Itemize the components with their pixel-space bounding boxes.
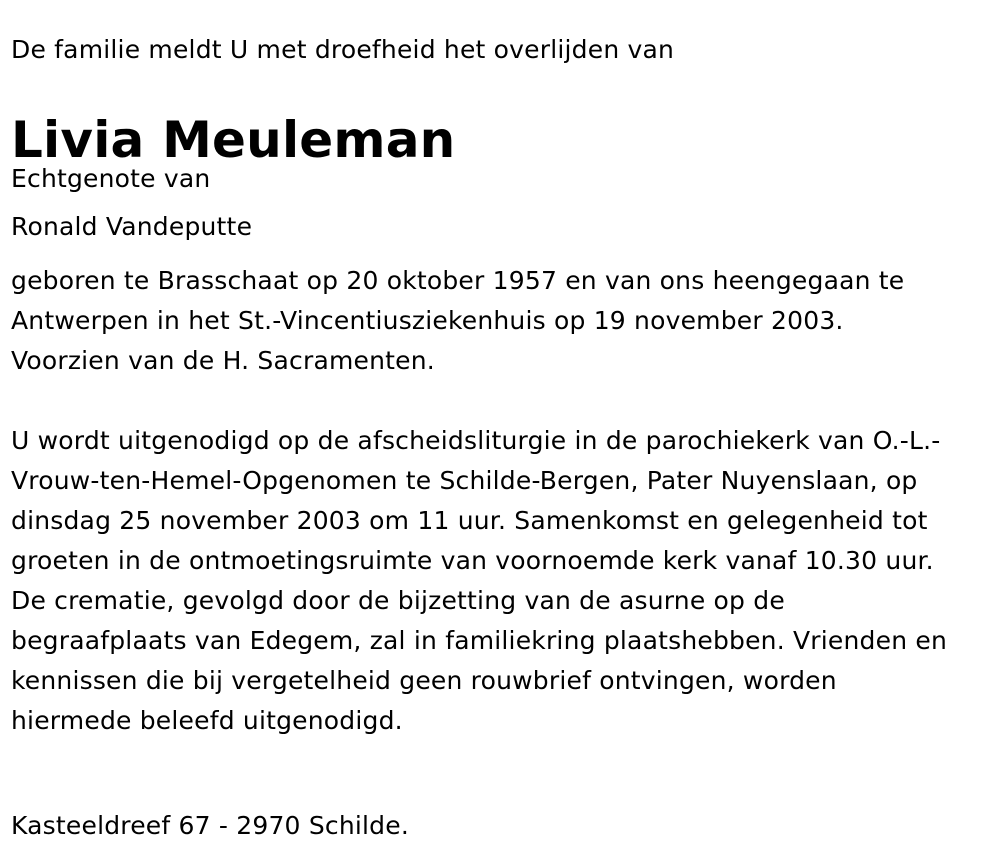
- invitation-line: Vrouw-ten-Hemel-Opgenomen te Schilde-Bergen, Pater Nuyenslaan, op: [11, 466, 918, 495]
- invitation-line: hiermede beleefd uitgenodigd.: [11, 706, 403, 735]
- invitation-line: kennissen die bij vergetelheid geen rouwbrief ontvingen, worden: [11, 666, 837, 695]
- birth-death-line: Voorzien van de H. Sacramenten.: [11, 346, 435, 375]
- invitation-line: U wordt uitgenodigd op de afscheidsliturgie in de parochiekerk van O.-L.-: [11, 426, 941, 455]
- invitation-line: De crematie, gevolgd door de bijzetting van de asurne op de: [11, 586, 785, 615]
- birth-death-paragraph: [11, 261, 904, 381]
- intro-text: De familie meldt U met droefheid het overlijden van: [11, 35, 675, 64]
- relation-label: Echtgenote van: [11, 164, 211, 193]
- spouse-name: Ronald Vandeputte: [11, 212, 253, 241]
- birth-death-line: geboren te Brasschaat op 20 oktober 1957 en van ons heengegaan te: [11, 266, 905, 295]
- address-text: Kasteeldreef 67 - 2970 Schilde.: [11, 811, 409, 840]
- invitation-line: groeten in de ontmoetingsruimte van voornoemde kerk vanaf 10.30 uur.: [11, 546, 934, 575]
- invitation-line: dinsdag 25 november 2003 om 11 uur. Samenkomst en gelegenheid tot: [11, 506, 928, 535]
- deceased-name: Livia Meuleman: [11, 110, 456, 169]
- invitation-line: begraafplaats van Edegem, zal in familiekring plaatshebben. Vrienden en: [11, 626, 948, 655]
- birth-death-line: Antwerpen in het St.-Vincentiusziekenhuis op 19 november 2003.: [11, 306, 844, 335]
- invitation-paragraph: [11, 421, 947, 741]
